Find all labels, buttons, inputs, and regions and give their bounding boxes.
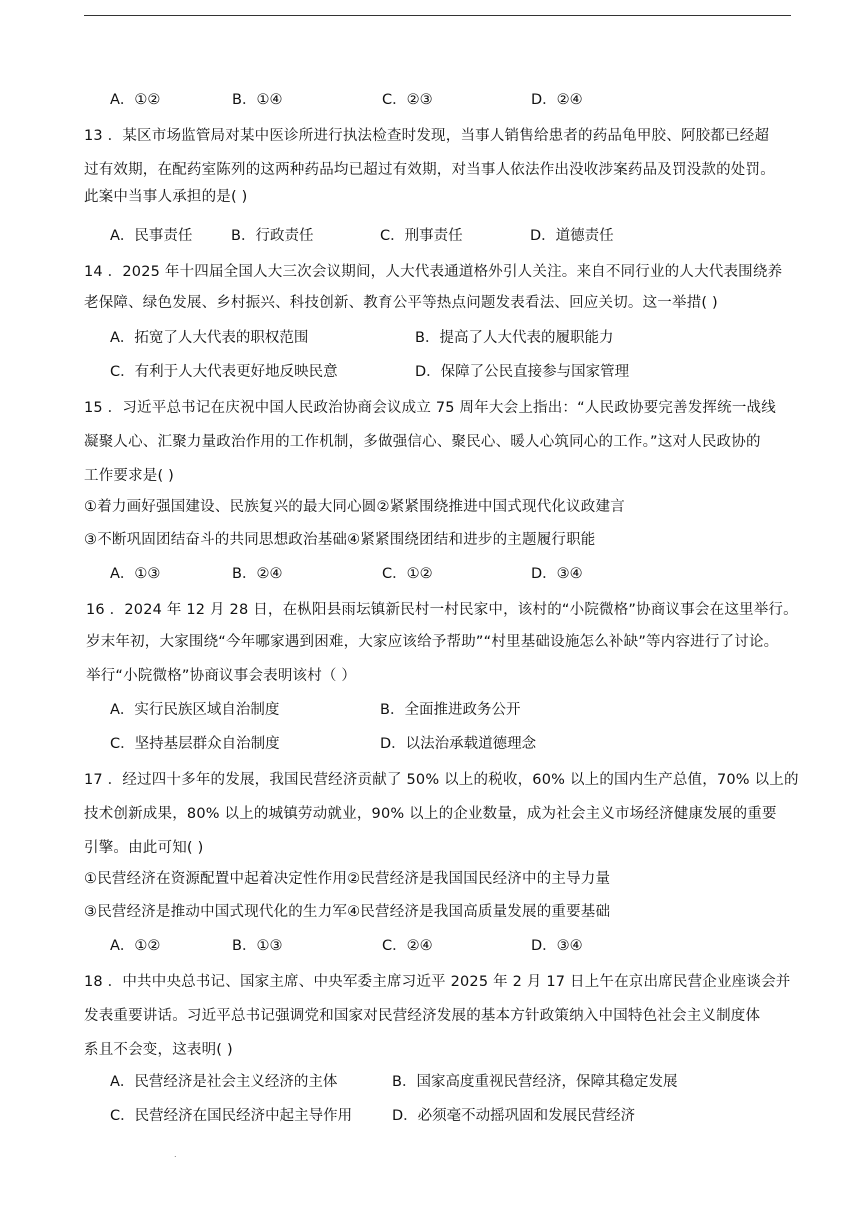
q16-option-c: C．坚持基层群众自治制度 (110, 736, 280, 752)
q13-stem-line-3: 此案中当事人承担的是( ) (84, 189, 248, 205)
q14-option-c: C．有利于人大代表更好地反映民意 (110, 364, 338, 380)
q17-statements-line-2: ③民营经济是推动中国式现代化的生力军④民营经济是我国高质量发展的重要基础 (84, 904, 611, 920)
q17-option-b: B．①③ (232, 938, 283, 954)
q17-stem-line-3: 引擎。由此可知( ) (84, 840, 204, 856)
q17-stem-line-1: 17 ．经过四十多年的发展，我国民营经济贡献了 50% 以上的税收，60% 以上的国内生产总值，70% 以上的 (84, 772, 799, 788)
q17-stem-line-2: 技术创新成果，80% 以上的城镇劳动就业，90% 以上的企业数量，成为社会主义市场经济健康发展的重要 (84, 806, 777, 822)
q14-option-a: A．拓宽了人大代表的职权范围 (110, 330, 309, 346)
q12-option-c: C．②③ (382, 92, 433, 108)
footer-mark: . (174, 1150, 177, 1159)
q16-option-d: D．以法治承载道德理念 (380, 736, 537, 752)
q12-option-d: D．②④ (531, 92, 583, 108)
q16-stem-line-2: 岁末年初，大家围绕“今年哪家遇到困难，大家应该给予帮助”“村里基础设施怎么补缺”等内容进行了讨论。 (86, 634, 779, 650)
q18-option-d: D．必须毫不动摇巩固和发展民营经济 (392, 1108, 636, 1124)
q18-stem-line-3: 系且不会变，这表明( ) (84, 1042, 233, 1058)
q17-statements-line-1: ①民营经济在资源配置中起着决定性作用②民营经济是我国国民经济中的主导力量 (84, 871, 611, 887)
q18-option-c: C．民营经济在国民经济中起主导作用 (110, 1108, 353, 1124)
q13-option-a: A．民事责任 (110, 228, 193, 244)
q14-option-b: B．提高了人大代表的履职能力 (415, 330, 614, 346)
q15-option-a: A．①③ (110, 566, 161, 582)
q13-stem-line-1: 13 ．某区市场监管局对某中医诊所进行执法检查时发现，当事人销售给患者的药品龟甲胶、阿胶都已经超 (84, 128, 770, 144)
q18-stem-line-2: 发表重要讲话。习近平总书记强调党和国家对民营经济发展的基本方针政策纳入中国特色社会主义制度体 (84, 1008, 761, 1024)
q15-stem-line-1: 15 ．习近平总书记在庆祝中国人民政治协商会议成立 75 周年大会上指出：“人民政协要完善发挥统一战线 (84, 400, 776, 416)
q16-option-b: B．全面推进政务公开 (380, 702, 521, 718)
q13-option-d: D．道德责任 (530, 228, 614, 244)
q17-option-a: A．①② (110, 938, 161, 954)
q18-stem-line-1: 18 ．中共中央总书记、国家主席、中央军委主席习近平 2025 年 2 月 17 日上午在京出席民营企业座谈会并 (84, 974, 791, 990)
q13-option-b: B．行政责任 (231, 228, 314, 244)
q15-option-d: D．③④ (531, 566, 583, 582)
q15-option-c: C．①② (382, 566, 433, 582)
q14-option-d: D．保障了公民直接参与国家管理 (415, 364, 630, 380)
q14-stem-line-1: 14 ．2025 年十四届全国人大三次会议期间，人大代表通道格外引人关注。来自不同行业的人大代表围绕养 (84, 264, 783, 280)
header-rule (84, 15, 791, 16)
q13-option-c: C．刑事责任 (380, 228, 463, 244)
q17-option-c: C．②④ (382, 938, 433, 954)
q12-option-a: A．①② (110, 92, 161, 108)
q17-option-d: D．③④ (531, 938, 583, 954)
q12-option-b: B．①④ (232, 92, 283, 108)
q16-stem-line-1: 16 ．2024 年 12 月 28 日，在枞阳县雨坛镇新民村一村民家中，该村的“小院微格”协商议事会在这里举行。 (86, 602, 798, 618)
q13-stem-line-2: 过有效期，在配药室陈列的这两种药品均已超过有效期，对当事人依法作出没收涉案药品及罚没款的处罚。 (84, 162, 775, 178)
q15-statements-line-2: ③不断巩固团结奋斗的共同思想政治基础④紧紧围绕团结和进步的主题履行职能 (84, 532, 596, 548)
q18-option-a: A．民营经济是社会主义经济的主体 (110, 1074, 338, 1090)
q15-stem-line-2: 凝聚人心、汇聚力量政治作用的工作机制，多做强信心、聚民心、暖人心筑同心的工作。”这对人民政协的 (84, 434, 761, 450)
q18-option-b: B．国家高度重视民营经济，保障其稳定发展 (392, 1074, 678, 1090)
q14-stem-line-2: 老保障、绿色发展、乡村振兴、科技创新、教育公平等热点问题发表看法、回应关切。这一举措( ) (84, 295, 718, 311)
q15-statements-line-1: ①着力画好强国建设、民族复兴的最大同心圆②紧紧围绕推进中国式现代化议政建言 (84, 499, 625, 515)
q16-stem-line-3: 举行“小院微格”协商议事会表明该村（ ） (86, 668, 357, 684)
q15-option-b: B．②④ (232, 566, 283, 582)
q15-stem-line-3: 工作要求是( ) (84, 468, 175, 484)
q16-option-a: A．实行民族区域自治制度 (110, 702, 280, 718)
